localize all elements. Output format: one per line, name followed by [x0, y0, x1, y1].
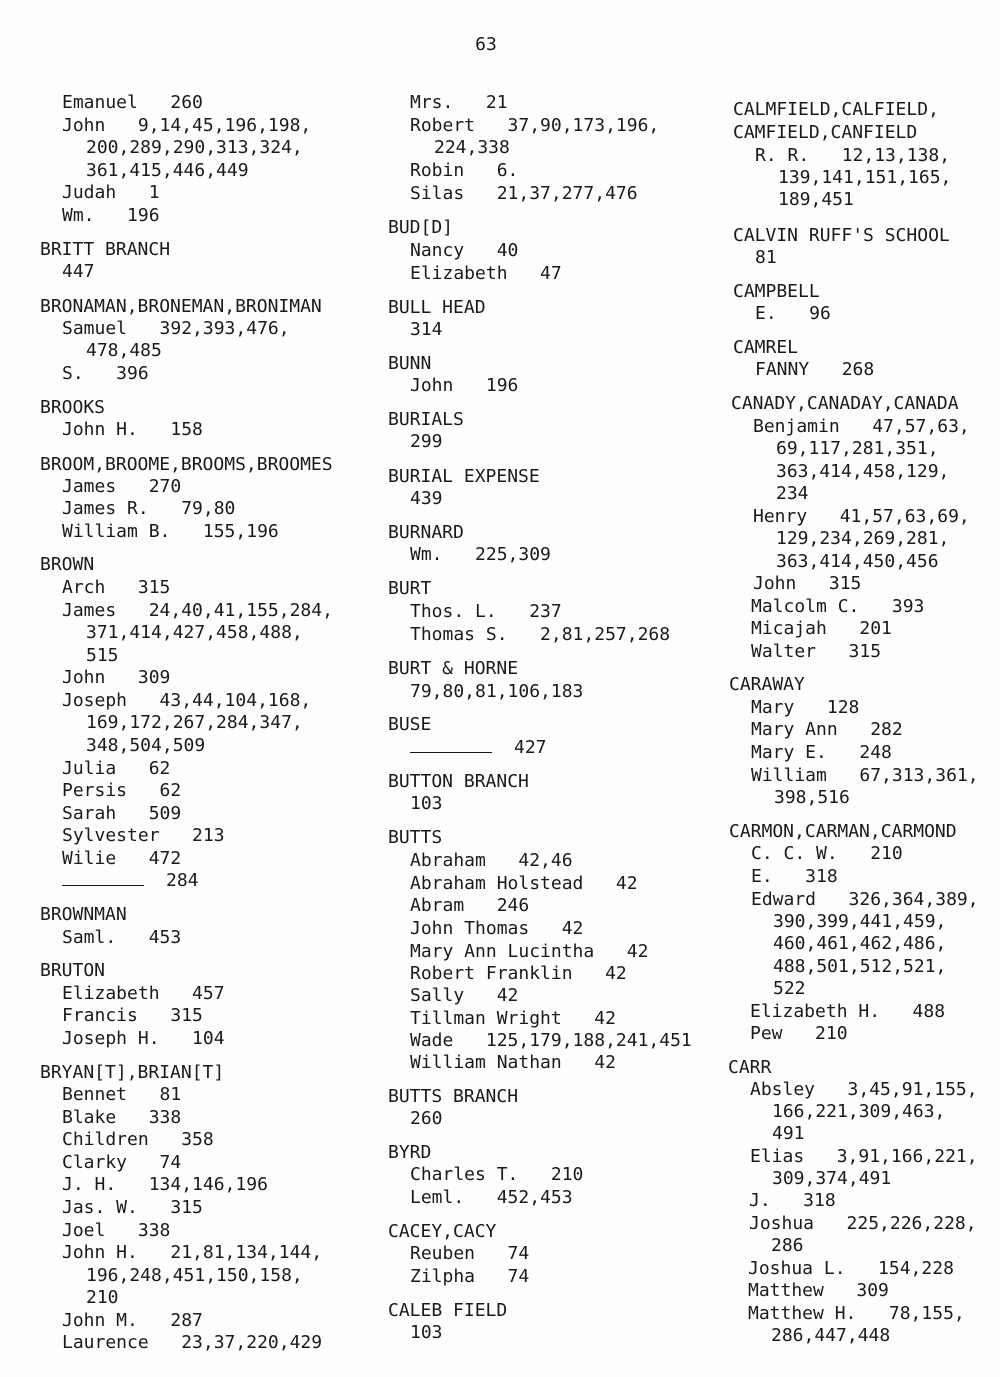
index-entry: J. H. 134,146,196 — [62, 1174, 268, 1195]
index-entry: S. 396 — [62, 363, 149, 384]
index-heading: CAMPBELL — [733, 281, 820, 302]
index-entry: 309,374,491 — [772, 1168, 892, 1189]
index-entry: Nancy 40 — [410, 240, 519, 261]
index-entry: Thos. L. 237 — [410, 601, 562, 622]
index-heading: CAMFIELD,CANFIELD — [733, 122, 918, 143]
index-entry: Absley 3,45,91,155, — [750, 1079, 978, 1100]
index-entry: 314 — [410, 319, 443, 340]
index-entry: Thomas S. 2,81,257,268 — [410, 624, 671, 645]
index-entry: Joseph 43,44,104,168, — [62, 690, 312, 711]
index-entry: Charles T. 210 — [410, 1164, 584, 1185]
index-entry — [410, 737, 547, 759]
index-heading: BRUTON — [40, 960, 106, 981]
blank-name-line — [62, 871, 144, 886]
index-entry: Joshua 225,226,228, — [749, 1213, 977, 1234]
index-entry: Henry 41,57,63,69, — [753, 506, 970, 527]
index-entry: Wilie 472 — [62, 848, 182, 869]
index-entry: James R. 79,80 — [62, 498, 236, 519]
index-entry: Julia 62 — [62, 758, 171, 779]
index-entry: 488,501,512,521, — [773, 956, 947, 977]
index-entry: 210 — [86, 1287, 119, 1308]
index-heading: CANADY,CANADAY,CANADA — [731, 393, 959, 414]
index-entry: Benjamin 47,57,63, — [753, 416, 970, 437]
index-entry: 81 — [755, 247, 777, 268]
index-entry: Mrs. 21 — [410, 92, 508, 113]
index-page-refs: 427 — [514, 737, 547, 758]
index-heading: BURT & HORNE — [388, 658, 519, 679]
index-entry: Bennet 81 — [62, 1084, 182, 1105]
index-entry: 447 — [62, 261, 95, 282]
index-heading: CACEY,CACY — [388, 1221, 497, 1242]
index-entry: 260 — [410, 1108, 443, 1129]
index-heading: CARAWAY — [729, 674, 805, 695]
index-heading: BURNARD — [388, 522, 464, 543]
index-entry: Walter 315 — [751, 641, 882, 662]
index-entry: 169,172,267,284,347, — [86, 712, 303, 733]
index-entry: Jas. W. 315 — [62, 1197, 203, 1218]
index-entry: Malcolm C. 393 — [751, 596, 925, 617]
index-entry: William 67,313,361, — [751, 765, 979, 786]
index-heading: BRYAN[T],BRIAN[T] — [40, 1062, 225, 1083]
index-entry: 234 — [776, 483, 809, 504]
index-entry: Zilpha 74 — [410, 1266, 530, 1287]
index-heading: BUTTS BRANCH — [388, 1086, 519, 1107]
index-entry: 361,415,446,449 — [86, 160, 249, 181]
index-heading: CALVIN RUFF'S SCHOOL — [733, 225, 950, 246]
index-entry: 515 — [86, 645, 119, 666]
index-entry: Silas 21,37,277,476 — [410, 183, 638, 204]
index-entry: 103 — [410, 1322, 443, 1343]
index-heading: CARMON,CARMAN,CARMOND — [729, 821, 957, 842]
index-entry: Micajah 201 — [751, 618, 892, 639]
index-entry: 189,451 — [778, 189, 854, 210]
index-entry: John M. 287 — [62, 1310, 203, 1331]
index-heading: BROWN — [40, 554, 95, 575]
index-entry: Wm. 225,309 — [410, 544, 551, 565]
page-number: 63 — [475, 34, 497, 55]
index-entry: Emanuel 260 — [62, 92, 203, 113]
index-entry: Joseph H. 104 — [62, 1028, 225, 1049]
index-entry: Laurence 23,37,220,429 — [62, 1332, 323, 1353]
index-entry: Clarky 74 — [62, 1152, 182, 1173]
index-entry: Leml. 452,453 — [410, 1187, 573, 1208]
index-entry: E. 318 — [751, 866, 838, 887]
index-entry: William Nathan 42 — [410, 1052, 616, 1073]
index-entry: Sylvester 213 — [62, 825, 225, 846]
index-entry: 390,399,441,459, — [773, 911, 947, 932]
blank-name-line — [410, 738, 492, 753]
index-entry: 224,338 — [434, 137, 510, 158]
index-entry: 371,414,427,458,488, — [86, 622, 303, 643]
index-heading: BURIAL EXPENSE — [388, 466, 540, 487]
index-entry: Reuben 74 — [410, 1243, 530, 1264]
index-entry: 166,221,309,463, — [772, 1101, 946, 1122]
index-heading: BRITT BRANCH — [40, 239, 171, 260]
index-entry: William B. 155,196 — [62, 521, 279, 542]
index-entry: 79,80,81,106,183 — [410, 681, 584, 702]
index-entry: Elizabeth 47 — [410, 263, 562, 284]
index-heading: BROOKS — [40, 397, 106, 418]
index-entry: 139,141,151,165, — [778, 167, 952, 188]
index-entry: Tillman Wright 42 — [410, 1008, 616, 1029]
index-entry: Wade 125,179,188,241,451 — [410, 1030, 692, 1051]
index-entry: R. R. 12,13,138, — [755, 145, 951, 166]
index-entry: 398,516 — [774, 787, 850, 808]
index-entry: Elias 3,91,166,221, — [750, 1146, 978, 1167]
index-entry: John H. 21,81,134,144, — [62, 1242, 323, 1263]
index-entry: John Thomas 42 — [410, 918, 584, 939]
index-entry: 129,234,269,281, — [776, 528, 950, 549]
index-entry: James 24,40,41,155,284, — [62, 600, 333, 621]
index-entry: Mary Ann 282 — [751, 719, 903, 740]
index-entry: Sarah 509 — [62, 803, 182, 824]
index-entry: Joshua L. 154,228 — [748, 1258, 954, 1279]
index-heading: BURT — [388, 578, 432, 599]
index-entry: FANNY 268 — [755, 359, 875, 380]
index-entry: 103 — [410, 793, 443, 814]
index-heading: BULL HEAD — [388, 297, 486, 318]
index-entry: Matthew 309 — [748, 1280, 889, 1301]
index-entry: 348,504,509 — [86, 735, 206, 756]
index-heading: CAMREL — [733, 337, 799, 358]
index-entry: Robert Franklin 42 — [410, 963, 627, 984]
index-entry: 69,117,281,351, — [776, 438, 939, 459]
index-entry: Edward 326,364,389, — [751, 889, 979, 910]
index-entry: J. 318 — [749, 1190, 836, 1211]
index-heading: CALEB FIELD — [388, 1300, 508, 1321]
index-entry: Arch 315 — [62, 577, 171, 598]
index-heading: BUNN — [388, 353, 432, 374]
index-entry: Sally 42 — [410, 985, 519, 1006]
index-entry — [62, 870, 199, 892]
index-entry: C. C. W. 210 — [751, 843, 903, 864]
index-entry: 522 — [773, 978, 806, 999]
index-entry: James 270 — [62, 476, 182, 497]
index-heading: CALMFIELD,CALFIELD, — [733, 99, 939, 120]
index-entry: Joel 338 — [62, 1220, 171, 1241]
index-entry: 299 — [410, 431, 443, 452]
index-heading: BUTTON BRANCH — [388, 771, 529, 792]
index-entry: Francis 315 — [62, 1005, 203, 1026]
index-entry: Wm. 196 — [62, 205, 160, 226]
index-heading: CARR — [728, 1057, 772, 1078]
index-entry: Robin 6. — [410, 160, 519, 181]
index-heading: BUSE — [388, 714, 432, 735]
index-entry: Abraham 42,46 — [410, 850, 573, 871]
index-entry: John 309 — [62, 667, 171, 688]
index-entry: 286 — [771, 1235, 804, 1256]
index-entry: 491 — [772, 1123, 805, 1144]
index-entry: Judah 1 — [62, 182, 160, 203]
index-entry: Abram 246 — [410, 895, 530, 916]
index-entry: Saml. 453 — [62, 927, 182, 948]
index-entry: Abraham Holstead 42 — [410, 873, 638, 894]
index-heading: BUD[D] — [388, 217, 454, 238]
index-entry: 363,414,450,456 — [776, 551, 939, 572]
index-entry: E. 96 — [755, 303, 831, 324]
index-entry: 460,461,462,486, — [773, 933, 947, 954]
index-entry: 439 — [410, 488, 443, 509]
index-entry: 478,485 — [86, 340, 162, 361]
index-entry: Matthew H. 78,155, — [748, 1303, 965, 1324]
index-heading: BROOM,BROOME,BROOMS,BROOMES — [40, 454, 333, 475]
index-entry: Mary Ann Lucintha 42 — [410, 941, 649, 962]
index-entry: Mary E. 248 — [751, 742, 892, 763]
index-entry: 196,248,451,150,158, — [86, 1265, 303, 1286]
index-entry: 286,447,448 — [771, 1325, 891, 1346]
index-entry: Samuel 392,393,476, — [62, 318, 290, 339]
index-entry: 363,414,458,129, — [776, 461, 950, 482]
index-entry: 200,289,290,313,324, — [86, 137, 303, 158]
index-entry: John 9,14,45,196,198, — [62, 115, 312, 136]
index-page-refs: 284 — [166, 870, 199, 891]
index-heading: BRONAMAN,BRONEMAN,BRONIMAN — [40, 296, 322, 317]
index-entry: John 196 — [410, 375, 519, 396]
index-entry: Pew 210 — [750, 1023, 848, 1044]
index-heading: BYRD — [388, 1142, 432, 1163]
index-entry: Mary 128 — [751, 697, 860, 718]
index-heading: BROWNMAN — [40, 904, 127, 925]
index-entry: John H. 158 — [62, 419, 203, 440]
index-entry: Children 358 — [62, 1129, 214, 1150]
index-entry: John 315 — [753, 573, 862, 594]
index-entry: Persis 62 — [62, 780, 182, 801]
index-entry: Robert 37,90,173,196, — [410, 115, 660, 136]
index-heading: BURIALS — [388, 409, 464, 430]
index-entry: Elizabeth H. 488 — [750, 1001, 946, 1022]
index-heading: BUTTS — [388, 827, 443, 848]
index-entry: Blake 338 — [62, 1107, 182, 1128]
index-entry: Elizabeth 457 — [62, 983, 225, 1004]
